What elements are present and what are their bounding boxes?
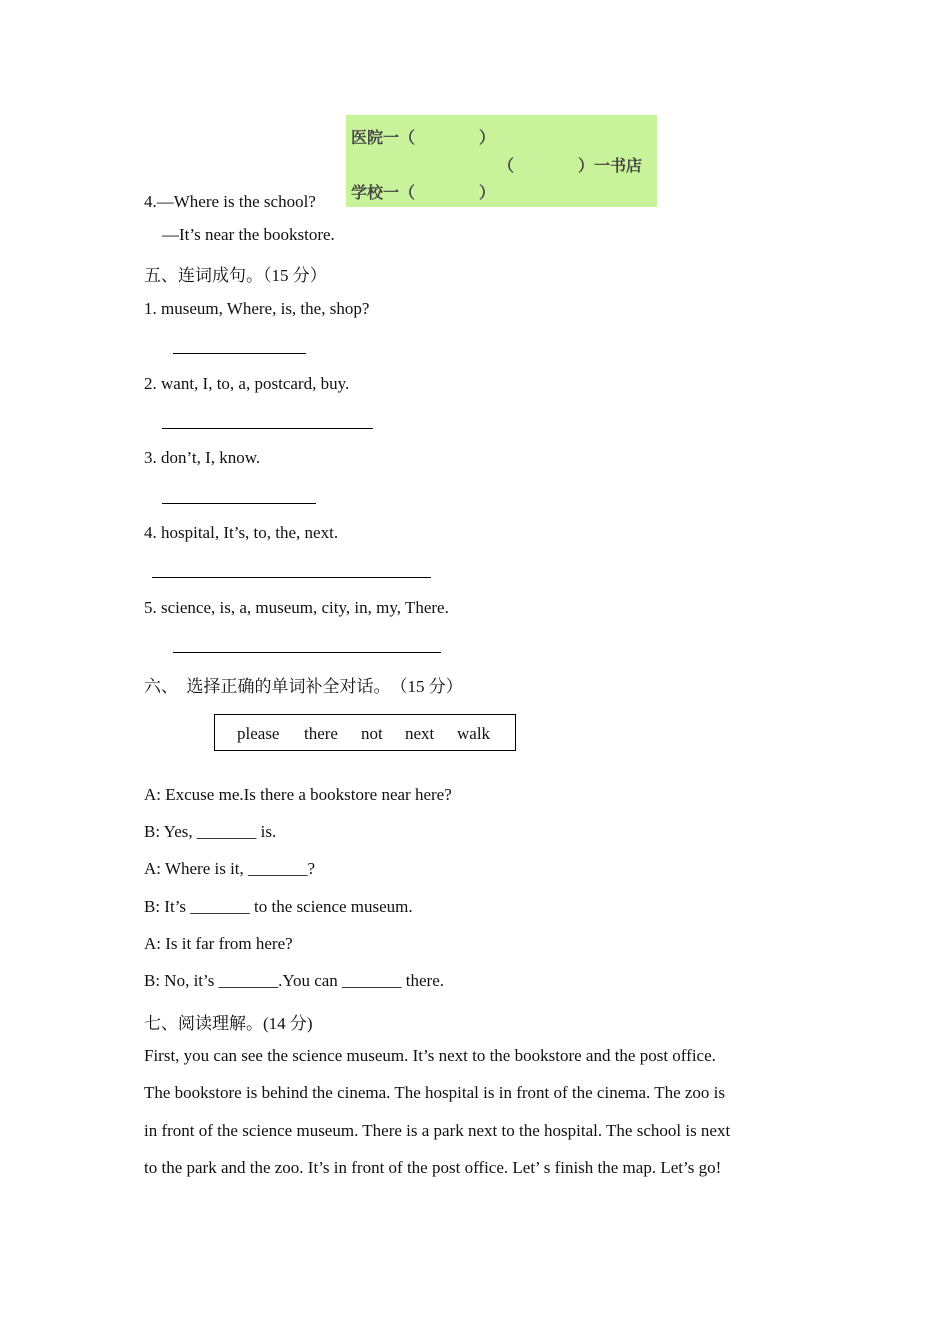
- answer-line-4[interactable]: [152, 577, 431, 578]
- map-hint-box: [346, 115, 657, 207]
- section5-item-1: 1. museum, Where, is, the, shop?: [144, 299, 370, 318]
- section5-item-3: 3. don’t, I, know.: [144, 448, 261, 467]
- section5-item-4: 4. hospital, It’s, to, the, next.: [144, 523, 339, 542]
- word-walk: walk: [457, 724, 491, 743]
- map-row-hospital: 医院一（ ）: [351, 128, 496, 147]
- answer-line-3[interactable]: [162, 503, 316, 504]
- map-row-school: 学校一（ ）: [351, 183, 496, 202]
- answer-line-5[interactable]: [173, 652, 441, 653]
- q4-answer: —It’s near the bookstore.: [162, 225, 335, 244]
- dialogue-line-4: B: It’s _______ to the science museum.: [144, 897, 413, 916]
- reading-line-1: First, you can see the science museum. It’s next to the bookstore and the post office.: [144, 1046, 716, 1065]
- q4-question: 4.—Where is the school?: [144, 192, 316, 211]
- reading-line-2: The bookstore is behind the cinema. The hospital is in front of the cinema. The zoo is: [144, 1083, 726, 1102]
- word-not: not: [361, 724, 383, 743]
- map-row-bookstore: （ ）一书店: [498, 156, 643, 175]
- answer-line-1[interactable]: [173, 353, 306, 354]
- section6-title: 六、 选择正确的单词补全对话。 （15 分）: [144, 677, 463, 696]
- section7-title: 七、阅读理解。(14 分): [144, 1014, 313, 1033]
- reading-line-4: to the park and the zoo. It’s in front of the post office. Let’ s finish the map. Let’s go!: [144, 1158, 722, 1177]
- word-next: next: [405, 724, 435, 743]
- word-there: there: [304, 724, 338, 743]
- answer-line-2[interactable]: [162, 428, 373, 429]
- word-please: please: [237, 724, 280, 743]
- section5-title: 五、连词成句。（15 分）: [144, 266, 327, 285]
- section5-item-5: 5. science, is, a, museum, city, in, my, There.: [144, 598, 449, 617]
- section5-item-2: 2. want, I, to, a, postcard, buy.: [144, 374, 350, 393]
- dialogue-line-3: A: Where is it, _______?: [144, 859, 316, 878]
- dialogue-line-6: B: No, it’s _______.You can _______ there.: [144, 971, 445, 990]
- dialogue-line-1: A: Excuse me.Is there a bookstore near here?: [144, 785, 452, 804]
- dialogue-line-5: A: Is it far from here?: [144, 934, 293, 953]
- word-bank-box: [214, 714, 516, 751]
- reading-line-3: in front of the science museum. There is a park next to the hospital. The school is next: [144, 1121, 731, 1140]
- dialogue-line-2: B: Yes, _______ is.: [144, 822, 277, 841]
